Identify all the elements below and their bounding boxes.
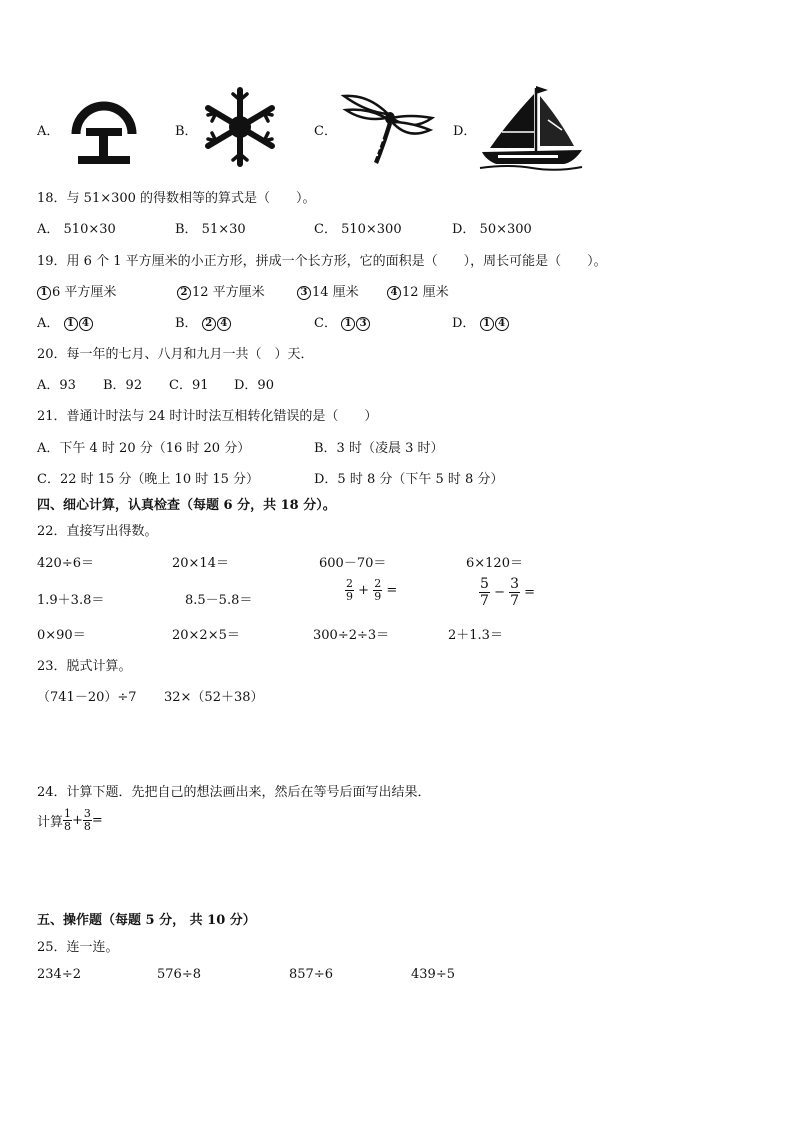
circled-number: 1 <box>37 286 51 300</box>
operator: + <box>358 583 370 598</box>
q22-r3-c3: 300÷2÷3＝ <box>313 628 390 643</box>
equals: = <box>91 813 103 828</box>
q20-option-a: A．93 <box>37 378 76 393</box>
option-label: A． <box>37 316 60 331</box>
metro-logo-icon <box>64 88 144 172</box>
q24-expression <box>37 808 103 833</box>
q22-r1-c1: 420÷6＝ <box>37 556 94 571</box>
circled-number: 3 <box>297 286 311 300</box>
q20-option-b: B．92 <box>103 378 143 393</box>
section-4-heading: 四、细心计算，认真检查（每题 6 分，共 18 分）。 <box>37 498 336 513</box>
q21-option-d: D．5 时 8 分（下午 5 时 8 分） <box>314 472 504 487</box>
q25-stem: 25．连一连。 <box>37 940 119 955</box>
q18-option-b: B． 51×30 <box>175 222 246 237</box>
q18-option-c: C． 510×300 <box>314 222 402 237</box>
circled-number: 4 <box>217 317 231 331</box>
option-b-label: B． <box>175 124 198 139</box>
q19-choice-2 <box>177 281 265 300</box>
q22-r3-c4: 2＋1.3＝ <box>448 628 503 643</box>
q21-option-b: B．3 时（凌晨 3 时） <box>314 441 444 456</box>
q21-option-a: A．下午 4 时 20 分（16 时 20 分） <box>37 441 251 456</box>
q20-option-c: C．91 <box>169 378 209 393</box>
sailboat-icon <box>478 82 586 174</box>
q20-stem: 20．每一年的七月、八月和九月一共（ ）天． <box>37 347 314 362</box>
q19-choice-text: 14 厘米 <box>312 285 359 300</box>
q18-option-d: D． 50×300 <box>452 222 532 237</box>
q19-option-a <box>37 312 94 331</box>
q22-r1-c4: 6×120＝ <box>466 556 523 571</box>
circled-number: 4 <box>387 286 401 300</box>
q19-stem: 19．用 6 个 1 平方厘米的小正方形，拼成一个长方形，它的面积是（ ），周长可能是（ ）。 <box>37 254 607 269</box>
fraction: $\frac{3}{7}$ <box>510 576 520 609</box>
q19-choice-4 <box>387 281 449 300</box>
option-label: C． <box>314 316 337 331</box>
q19-option-b <box>175 312 232 331</box>
q22-fraction-diff <box>479 576 535 609</box>
circled-number: 1 <box>480 317 494 331</box>
q25-item-1: 234÷2 <box>37 967 81 982</box>
q22-r1-c3: 600－70＝ <box>319 556 387 571</box>
q18-stem: 18．与 51×300 的得数相等的算式是（ ）。 <box>37 191 316 206</box>
circled-number: 1 <box>341 317 355 331</box>
option-d-label: D． <box>453 124 477 139</box>
fraction: $\frac{2}{9}$ <box>374 577 382 603</box>
circled-number: 1 <box>64 317 78 331</box>
q22-fraction-sum <box>345 578 397 603</box>
q18-option-a: A． 510×30 <box>37 222 116 237</box>
q19-choice-1 <box>37 281 116 300</box>
q19-choice-text: 6 平方厘米 <box>52 285 117 300</box>
q25-item-3: 857÷6 <box>289 967 333 982</box>
equals: = <box>386 583 398 598</box>
operator: − <box>494 585 505 600</box>
operator: + <box>72 813 83 828</box>
q22-r3-c1: 0×90＝ <box>37 628 86 643</box>
circled-number: 4 <box>495 317 509 331</box>
fraction: $\frac{1}{8}$ <box>64 807 72 833</box>
q25-item-2: 576÷8 <box>157 967 201 982</box>
circled-number: 3 <box>356 317 370 331</box>
q20-option-d: D．90 <box>234 378 274 393</box>
q23-item-2: 32×（52＋38） <box>164 690 264 705</box>
option-label: B． <box>175 316 198 331</box>
q19-choice-3 <box>297 281 359 300</box>
equals: = <box>524 585 536 600</box>
q22-stem: 22．直接写出得数。 <box>37 524 158 539</box>
q23-stem: 23．脱式计算。 <box>37 659 132 674</box>
q22-r1-c2: 20×14＝ <box>172 556 229 571</box>
q22-r2-c2: 8.5－5.8＝ <box>185 593 253 608</box>
q22-r2-c1: 1.9＋3.8＝ <box>37 593 105 608</box>
circled-number: 4 <box>79 317 93 331</box>
snowflake-icon <box>200 86 280 168</box>
fraction: $\frac{2}{9}$ <box>346 577 353 603</box>
q19-choice-text: 12 平方厘米 <box>192 285 265 300</box>
fraction: $\frac{3}{8}$ <box>83 807 91 833</box>
option-label: D． <box>452 316 476 331</box>
q24-prefix: 计算 <box>37 815 64 830</box>
q22-r3-c2: 20×2×5＝ <box>172 628 240 643</box>
q19-option-c <box>314 312 371 331</box>
q23-item-1: （741－20）÷7 <box>37 690 137 705</box>
circled-number: 2 <box>177 286 191 300</box>
dragonfly-icon <box>338 88 438 168</box>
circled-number: 2 <box>202 317 216 331</box>
q21-option-c: C．22 时 15 分（晚上 10 时 15 分） <box>37 472 260 487</box>
fraction: $\frac{5}{7}$ <box>480 576 489 609</box>
q19-choice-text: 12 厘米 <box>402 285 449 300</box>
q24-stem: 24．计算下题．先把自己的想法画出来，然后在等号后面写出结果． <box>37 785 431 800</box>
option-a-label: A． <box>37 124 60 139</box>
section-5-heading: 五、操作题（每题 5 分， 共 10 分） <box>37 913 256 928</box>
q21-stem: 21．普通计时法与 24 时计时法互相转化错误的是（ ） <box>37 409 378 424</box>
q25-item-4: 439÷5 <box>411 967 455 982</box>
option-c-label: C． <box>314 124 337 139</box>
q19-option-d <box>452 312 510 331</box>
